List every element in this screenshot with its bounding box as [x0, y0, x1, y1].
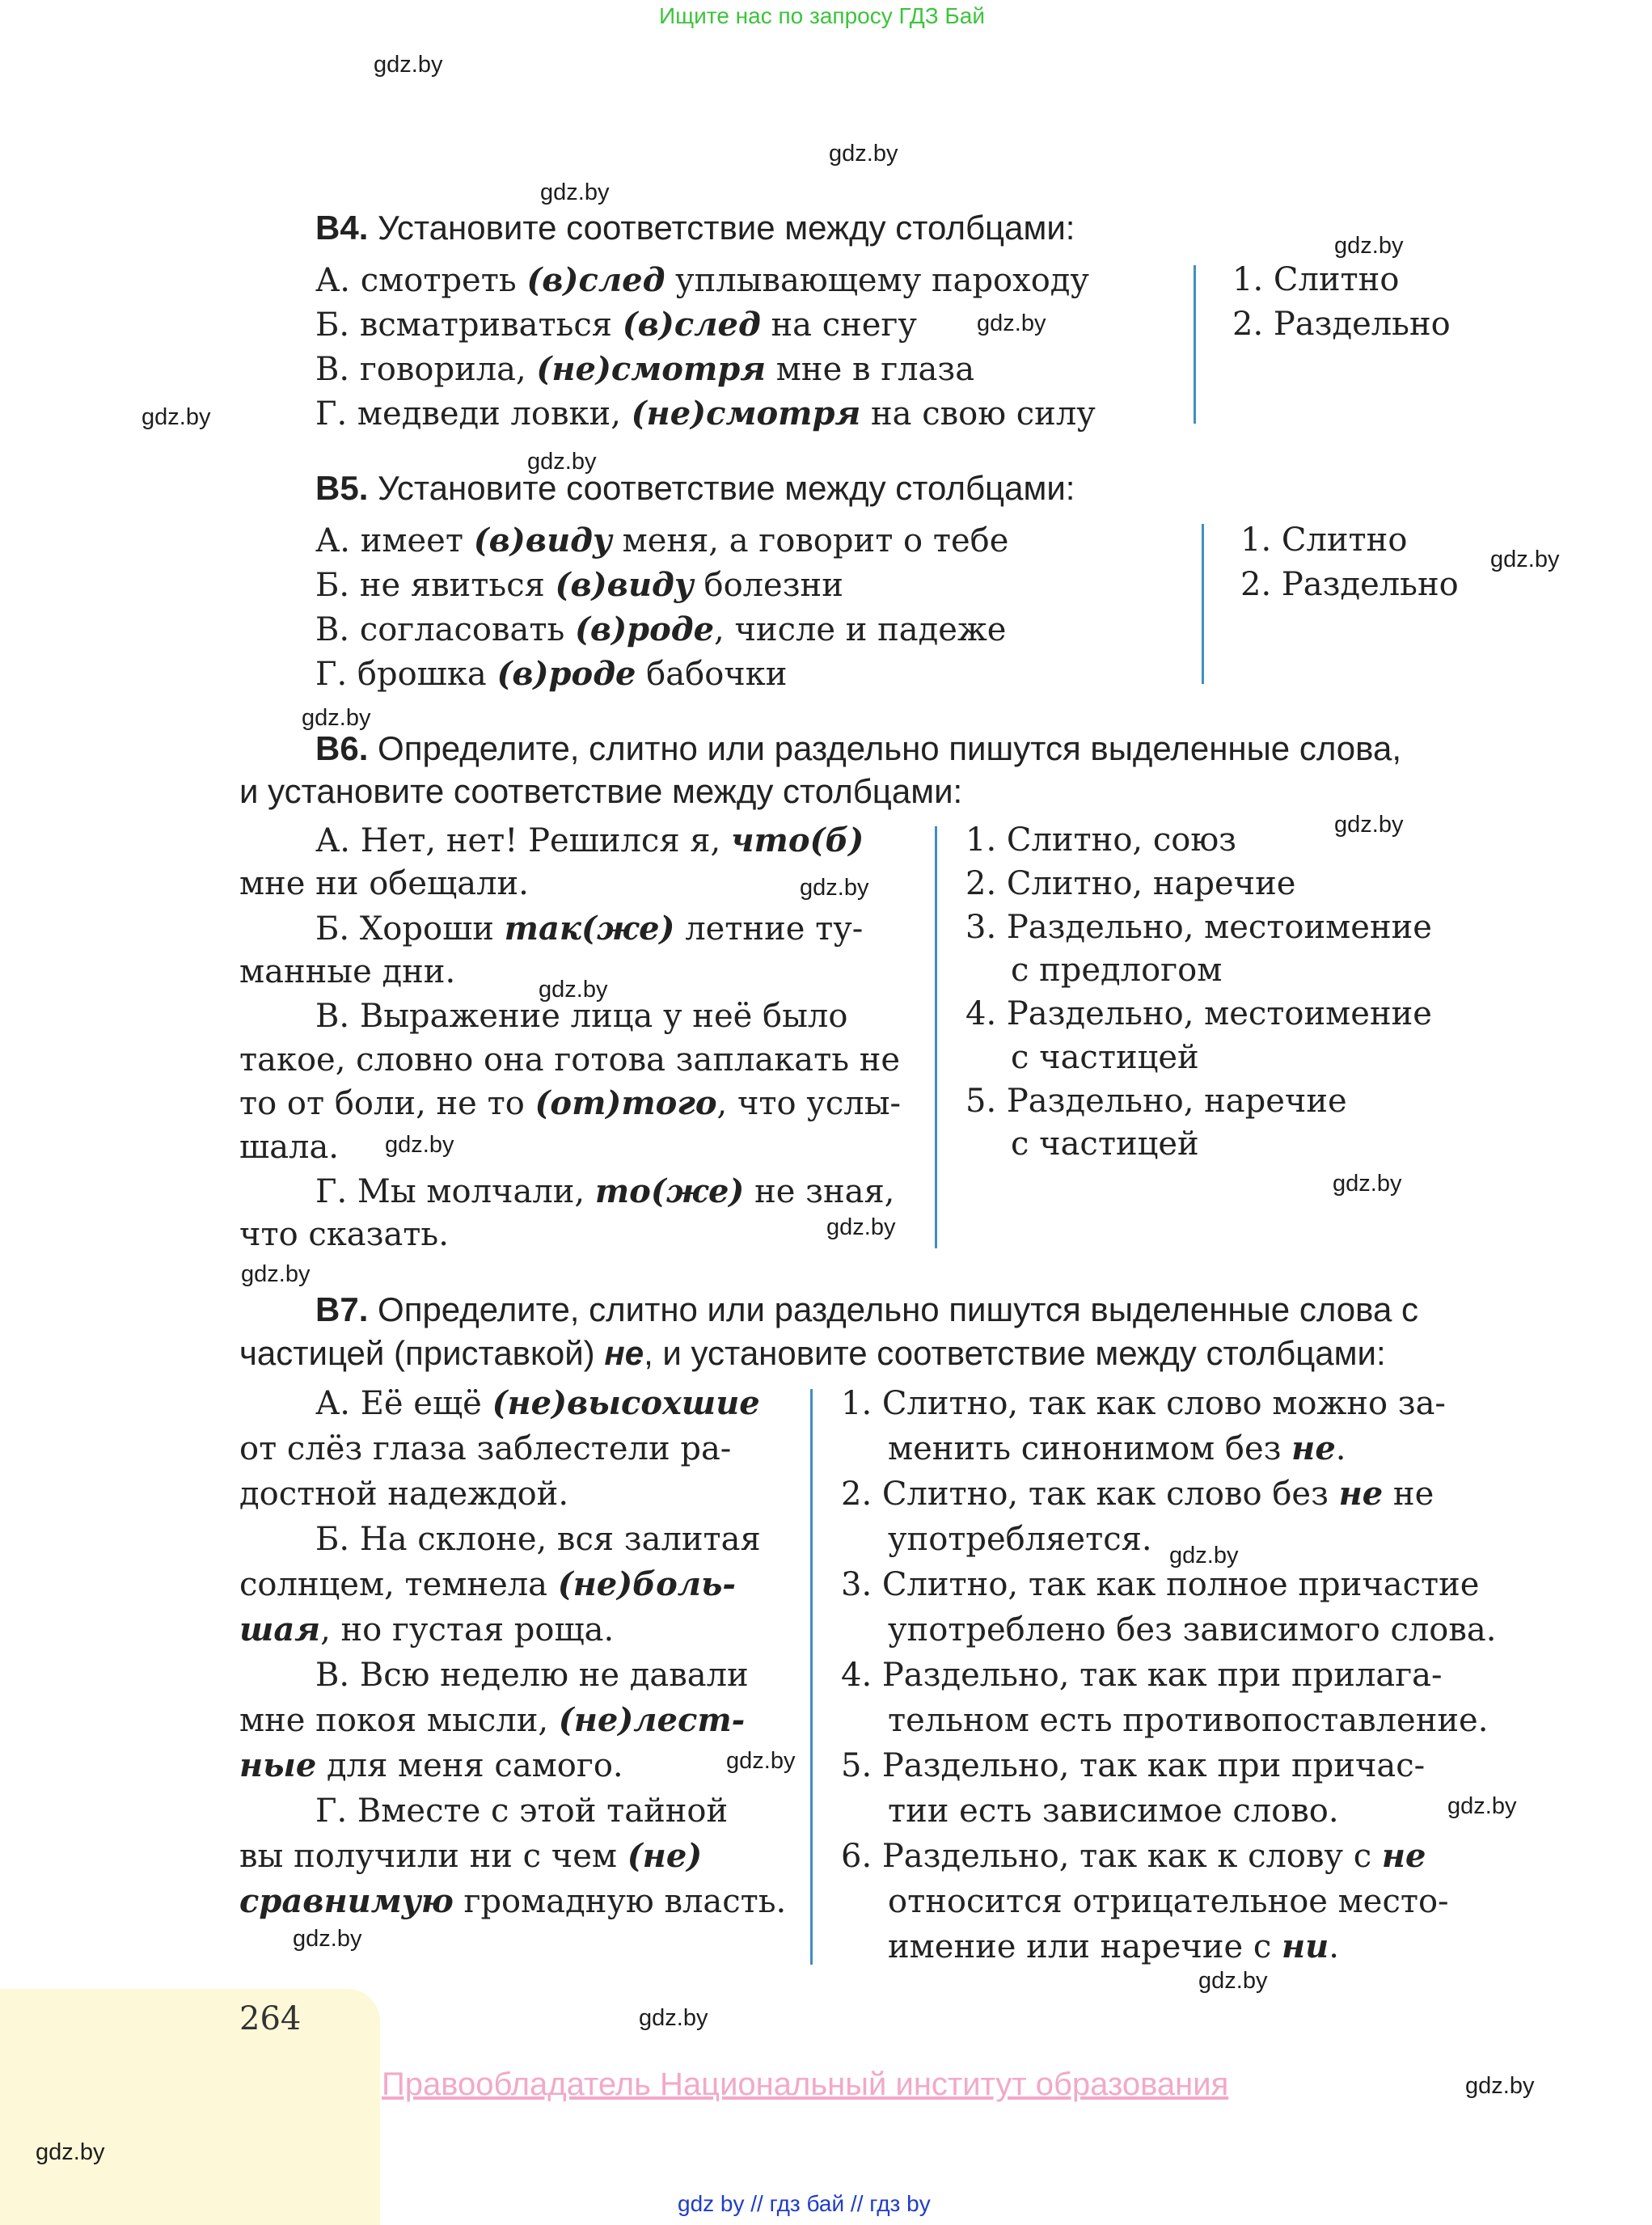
b7-answer-cont: относится отрицательное место-: [888, 1883, 1449, 1920]
b7-answer: 4. Раздельно, так как при прилага-: [841, 1657, 1443, 1694]
b4-option: Г. медведи ловки, (не)смотря на свою силу: [315, 395, 1096, 433]
page-number: 264: [239, 2000, 302, 2037]
task-b5-heading: B5. Установите соответствие между столбцами:: [315, 469, 1075, 507]
b7-text-line: вы получили ни с чем (не): [239, 1837, 703, 1875]
watermark: gdz.by: [1447, 1793, 1517, 1819]
bottom-links[interactable]: gdz by // гдз бай // гдз by: [678, 2191, 931, 2216]
watermark: gdz.by: [540, 179, 610, 205]
b7-answer: 1. Слитно, так как слово можно за-: [841, 1385, 1446, 1422]
watermark: gdz.by: [36, 2139, 105, 2165]
b7-text-line: достной надеждой.: [239, 1476, 569, 1513]
b7-answer-cont: тии есть зависимое слово.: [888, 1792, 1339, 1830]
task-b6-heading: B6. Определите, слитно или раздельно пишутся выделенные слова,: [315, 729, 1402, 767]
b5-option: В. согласовать (в)роде, числе и падеже: [315, 610, 1007, 648]
b6-text-line: Г. Мы молчали, то(же) не зная,: [315, 1172, 895, 1210]
b7-text-line: сравнимую громадную власть.: [239, 1882, 787, 1920]
b6-answer: 3. Раздельно, местоимение: [965, 909, 1432, 946]
b7-answer-cont: имение или наречие с ни.: [888, 1927, 1339, 1965]
b5-answer: 1. Слитно: [1240, 521, 1408, 559]
b6-text-line: мне ни обещали.: [239, 865, 529, 902]
column-divider: [810, 1389, 813, 1965]
b7-answer: 2. Слитно, так как слово без не не: [841, 1475, 1434, 1513]
b7-answer: 3. Слитно, так как полное причастие: [841, 1566, 1480, 1603]
b7-text-line: шая, но густая роща.: [239, 1611, 615, 1649]
task-b7-heading-cont: частицей (приставкой) не, и установите соответствие между столбцами:: [239, 1334, 1386, 1372]
b4-answer: 2. Раздельно: [1232, 306, 1451, 343]
watermark: gdz.by: [1334, 233, 1404, 259]
watermark: gdz.by: [977, 310, 1046, 336]
b5-option: Б. не явиться (в)виду болезни: [315, 566, 843, 604]
b6-text-line: Б. Хороши так(же) летние ту-: [315, 910, 864, 948]
b5-option: А. имеет (в)виду меня, а говорит о тебе: [315, 521, 1009, 559]
b7-answer-cont: употребляется.: [888, 1521, 1152, 1558]
b4-answer: 1. Слитно: [1232, 261, 1400, 298]
watermark: gdz.by: [539, 977, 608, 1003]
b6-answer-cont: с частицей: [1011, 1125, 1199, 1163]
b5-answer: 2. Раздельно: [1240, 566, 1459, 603]
watermark: gdz.by: [293, 1926, 362, 1952]
b5-option: Г. брошка (в)роде бабочки: [315, 655, 788, 693]
copyright-link[interactable]: Правообладатель Национальный институт образования: [382, 2067, 1229, 2102]
b4-option: В. говорила, (не)смотря мне в глаза: [315, 350, 975, 388]
watermark: gdz.by: [726, 1748, 796, 1774]
b6-text-line: что сказать.: [239, 1216, 449, 1253]
b6-answer: 4. Раздельно, местоимение: [965, 995, 1432, 1032]
column-divider: [1202, 524, 1204, 684]
watermark: gdz.by: [374, 52, 443, 78]
task-b6-heading-cont: и установите соответствие между столбцами:: [239, 772, 963, 810]
watermark: gdz.by: [1465, 2073, 1535, 2099]
b6-text-line: манные дни.: [239, 953, 456, 990]
b7-text-line: В. Всю неделю не давали: [315, 1657, 749, 1694]
b7-text-line: ные для меня самого.: [239, 1746, 623, 1784]
b7-text-line: мне покоя мысли, (не)лест-: [239, 1701, 746, 1739]
b6-answer-cont: с предлогом: [1011, 952, 1223, 989]
watermark: gdz.by: [639, 2005, 708, 2031]
b7-text-line: А. Её ещё (не)высохшие: [315, 1384, 760, 1422]
watermark: gdz.by: [800, 875, 869, 901]
watermark: gdz.by: [385, 1132, 454, 1158]
b7-answer: 5. Раздельно, так как при причас-: [841, 1747, 1426, 1784]
b6-answer-cont: с частицей: [1011, 1039, 1199, 1076]
watermark: gdz.by: [241, 1261, 311, 1287]
b7-text-line: Г. Вместе с этой тайной: [315, 1792, 729, 1830]
page-corner-tab: [0, 1989, 380, 2225]
b6-text-line: А. Нет, нет! Решился я, что(б): [315, 821, 864, 859]
column-divider: [935, 826, 937, 1248]
b6-text-line: шала.: [239, 1129, 340, 1166]
watermark: gdz.by: [1169, 1543, 1239, 1568]
watermark: gdz.by: [829, 141, 898, 167]
b7-answer-cont: тельном есть противопоставление.: [888, 1702, 1489, 1739]
b7-answer: 6. Раздельно, так как к слову с не: [841, 1837, 1426, 1875]
task-b4-heading: B4. Установите соответствие между столбцами:: [315, 209, 1075, 247]
b7-answer-cont: менить синонимом без не.: [888, 1429, 1346, 1467]
b6-answer: 2. Слитно, наречие: [965, 865, 1296, 902]
b7-answer-cont: употреблено без зависимого слова.: [888, 1611, 1497, 1649]
watermark: gdz.by: [1198, 1968, 1268, 1994]
watermark: gdz.by: [302, 705, 371, 731]
b6-text-line: В. Выражение лица у неё было: [315, 998, 848, 1035]
watermark: gdz.by: [826, 1214, 896, 1240]
b7-text-line: Б. На склоне, вся залитая: [315, 1521, 761, 1558]
b6-text-line: то от боли, не то (от)того, что услы-: [239, 1084, 902, 1122]
b7-text-line: от слёз глаза заблестели ра-: [239, 1430, 732, 1467]
b4-option: Б. всматриваться (в)след на снегу: [315, 306, 917, 344]
column-divider: [1194, 265, 1196, 424]
watermark: gdz.by: [527, 449, 597, 475]
watermark: gdz.by: [1333, 1171, 1402, 1197]
b6-text-line: такое, словно она готова заплакать не: [239, 1041, 901, 1079]
b7-text-line: солнцем, темнела (не)боль-: [239, 1565, 737, 1603]
b6-answer: 5. Раздельно, наречие: [965, 1083, 1347, 1120]
task-b7-heading: B7. Определите, слитно или раздельно пишутся выделенные слова с: [315, 1290, 1419, 1328]
watermark: gdz.by: [142, 404, 211, 430]
b6-answer: 1. Слитно, союз: [965, 821, 1236, 859]
watermark: gdz.by: [1490, 547, 1560, 572]
top-banner: Ищите нас по запросу ГДЗ Бай: [659, 3, 986, 28]
b4-option: А. смотреть (в)след уплывающему пароходу: [315, 261, 1089, 299]
watermark: gdz.by: [1334, 812, 1404, 838]
